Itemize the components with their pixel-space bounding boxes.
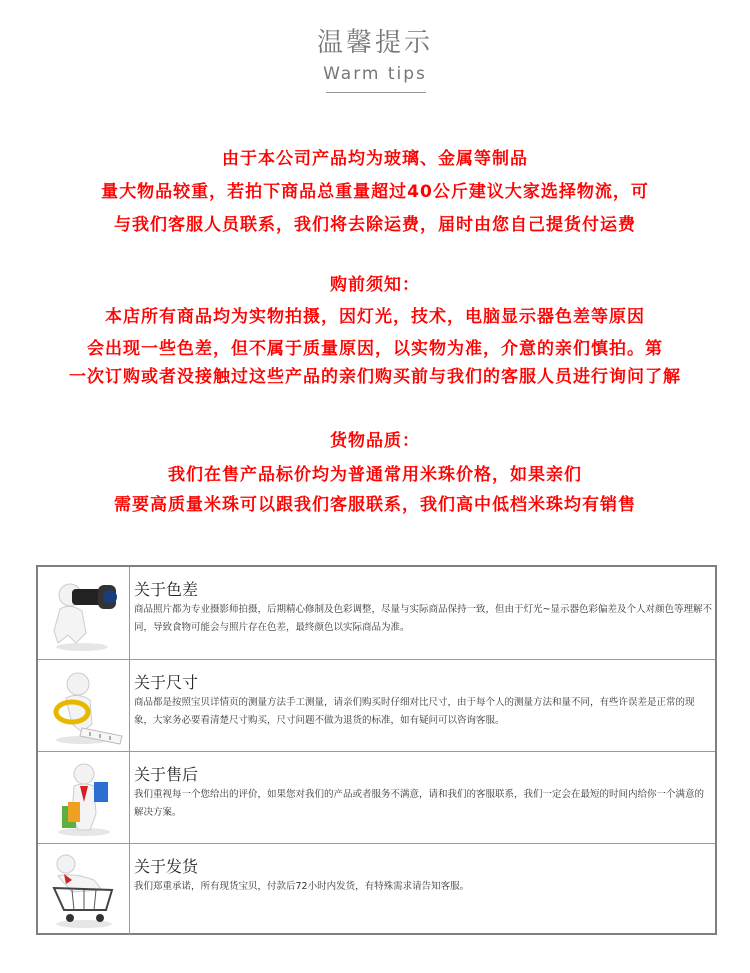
shopping-bags-figure-icon — [42, 758, 126, 838]
subtitle-underline — [326, 92, 426, 93]
notice-heading: 购前须知： — [330, 275, 420, 295]
info-row-size — [38, 659, 715, 751]
info-row-body: 我们重视每一个您给出的评价，如果您对我们的产品或者服务不满意，请和我们的客服联系，我们一定会在最短的时间内给你一个满意的解决方案。 — [134, 789, 705, 818]
camera-figure-icon — [42, 573, 126, 653]
notice-line: 本店所有商品均为实物拍摄，因灯光，技术，电脑显示器色差等原因 — [105, 307, 645, 327]
notice-line: 需要高质量米珠可以跟我们客服联系，我们高中低档米珠均有销售 — [114, 495, 636, 515]
info-row-title: 关于发货 — [134, 857, 199, 876]
info-row-shipping — [38, 843, 715, 935]
measuring-tape-figure-icon — [42, 666, 126, 746]
info-row-text — [134, 844, 714, 935]
info-row-title: 关于色差 — [134, 580, 199, 599]
info-row-after-sales — [38, 751, 715, 843]
info-row-text — [134, 567, 714, 659]
notice-line: 会出现一些色差，但不属于质量原因，以实物为准，介意的亲们慎拍。第 — [87, 339, 663, 359]
info-row-title: 关于尺寸 — [134, 673, 199, 692]
info-row-image — [38, 752, 130, 843]
shopping-cart-figure-icon — [42, 850, 126, 930]
info-row-image — [38, 567, 130, 659]
info-row-image — [38, 844, 130, 935]
info-row-text — [134, 660, 714, 751]
info-row-color — [38, 567, 715, 659]
notice-line: 与我们客服人员联系，我们将去除运费，届时由您自己提货付运费 — [114, 215, 636, 235]
notice-line: 量大物品较重，若拍下商品总重量超过40公斤建议大家选择物流，可 — [101, 182, 649, 202]
info-row-body: 我们郑重承诺，所有现货宝贝，付款后72小时内发货，有特殊需求请告知客服。 — [134, 881, 470, 892]
info-row-body: 商品照片都为专业摄影师拍摄，后期精心修制及色彩调整，尽量与实际商品保持一致，但由于灯光~显示器色彩偏差及个人对颜色等理解不同，导致食物可能会与照片存在色差，最终颜色以实际商品为准。 — [134, 604, 712, 633]
page-title: 温馨提示 — [316, 28, 433, 58]
info-panel — [36, 565, 717, 935]
page-subtitle: Warm tips — [323, 64, 427, 84]
notice-line: 我们在售产品标价均为普通常用米珠价格，如果亲们 — [168, 465, 582, 485]
notice-line: 由于本公司产品均为玻璃、金属等制品 — [222, 149, 528, 169]
info-row-text — [134, 752, 714, 843]
info-row-body: 商品都是按照宝贝详情页的测量方法手工测量，请亲们购买时仔细对比尺寸，由于每个人的测量方法和量不同，有些许误差是正常的现象，大家务必要看清楚尺寸购买，尺寸问题不做为退货的标准，如有疑问可以咨询客服。 — [134, 697, 695, 726]
info-row-image — [38, 660, 130, 751]
notice-line: 一次订购或者没接触过这些产品的亲们购买前与我们的客服人员进行询问了解 — [69, 367, 681, 387]
info-row-title: 关于售后 — [134, 765, 199, 784]
notice-heading: 货物品质： — [330, 431, 420, 451]
